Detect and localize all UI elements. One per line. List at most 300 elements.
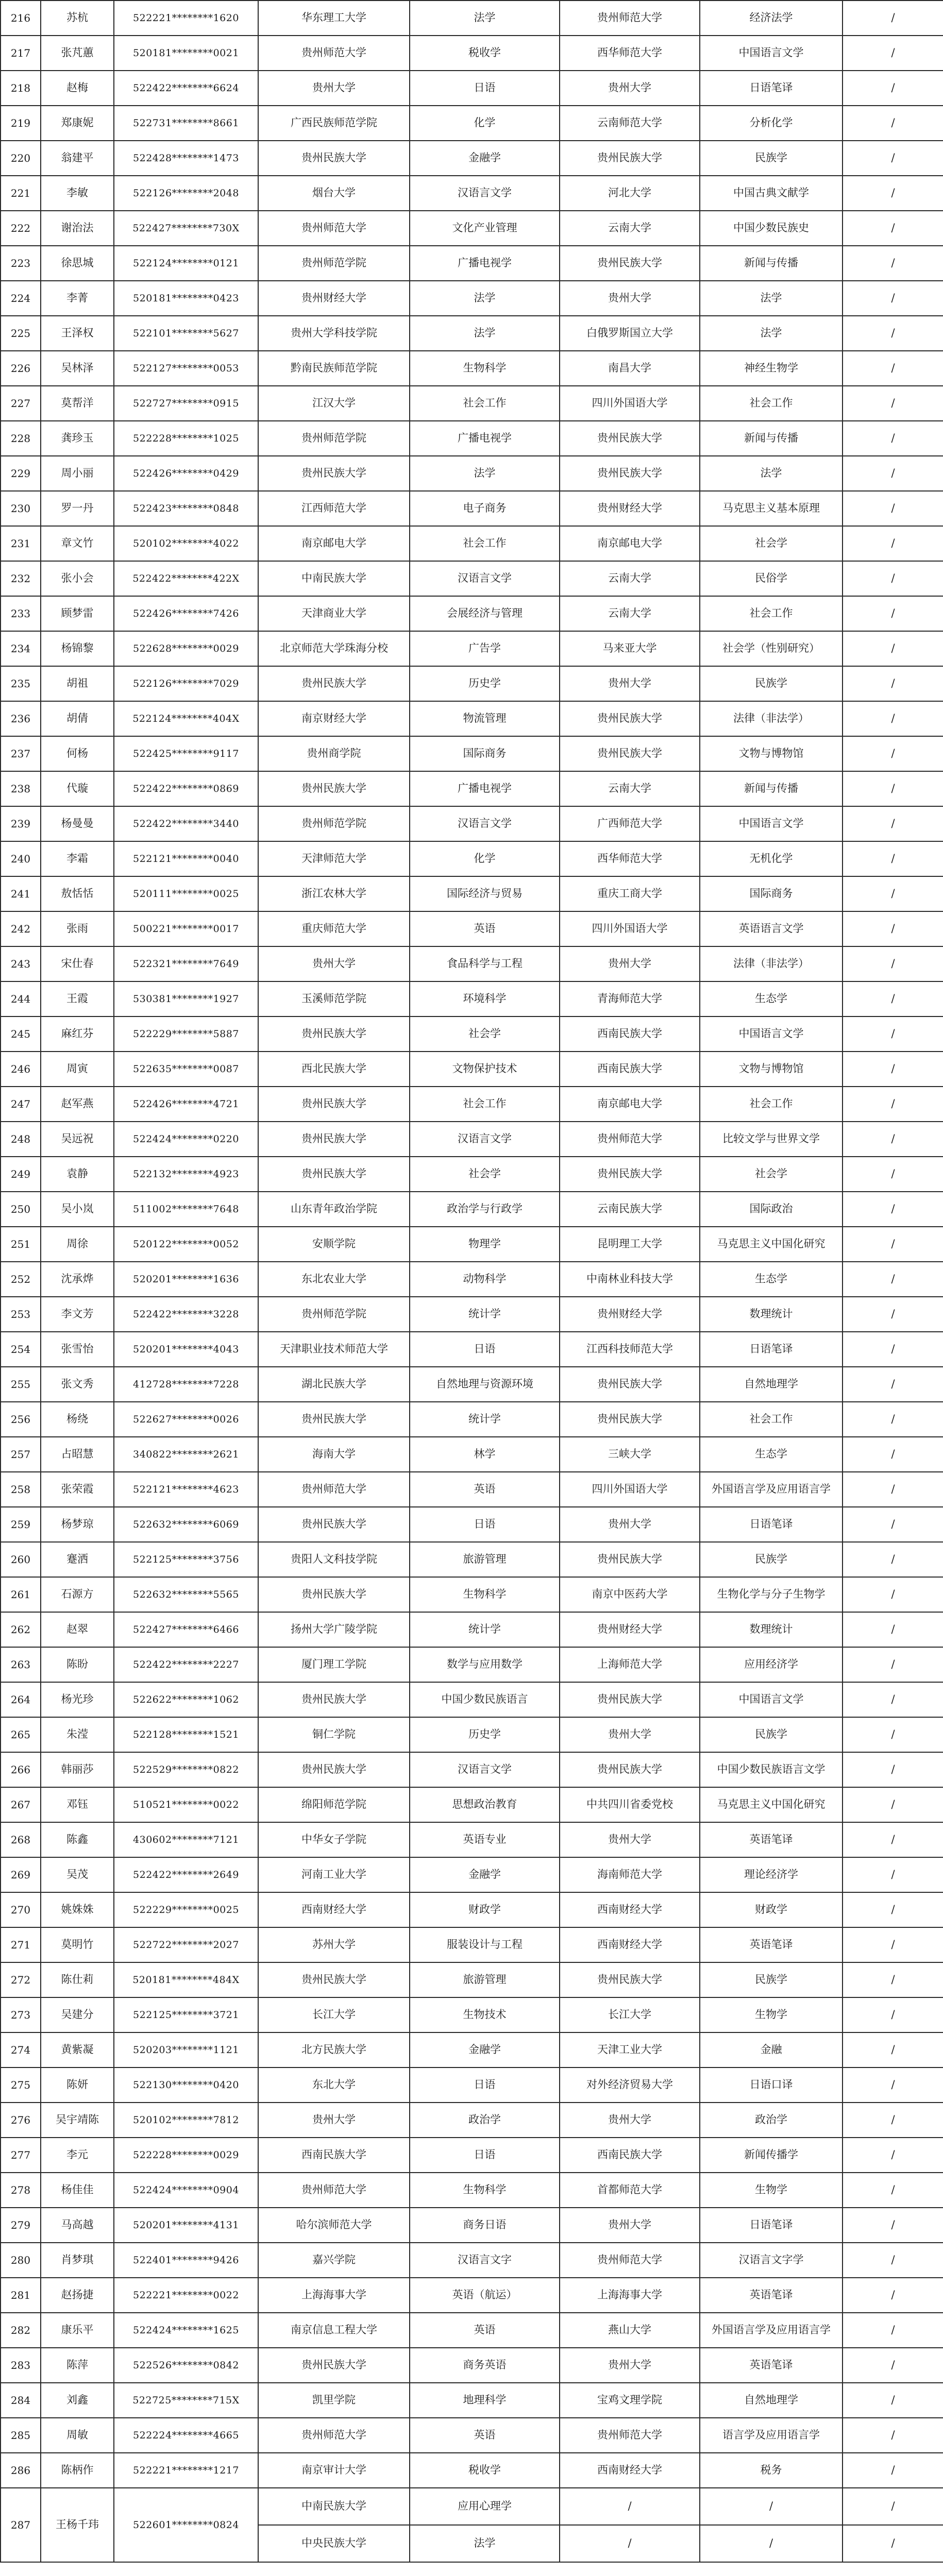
note-cell: /: [843, 1997, 943, 2032]
table-row: [1, 1332, 943, 1367]
undergraduate-school-cell: 贵州民族大学: [258, 1157, 410, 1192]
id-number-cell: 520111********0025: [114, 876, 258, 911]
undergraduate-major-cell: 税收学: [410, 36, 560, 71]
admitted-program-cell: 社会学: [700, 526, 843, 561]
admitted-program-cell: 国际商务: [700, 876, 843, 911]
admitted-university-cell: 贵州民族大学: [560, 1402, 700, 1437]
name-cell: 张雨: [41, 911, 114, 946]
undergraduate-major-cell: 物理学: [410, 1227, 560, 1262]
admitted-university-cell: 贵州大学: [560, 2103, 700, 2138]
id-number-cell: 520181********0423: [114, 281, 258, 316]
table-row: [1, 176, 943, 211]
undergraduate-major-cell: 食品科学与工程: [410, 946, 560, 981]
undergraduate-major-cell: 汉语言文学: [410, 176, 560, 211]
admitted-program-cell: 中国少数民族语言文学: [700, 1752, 843, 1787]
id-number-cell: 522128********1521: [114, 1717, 258, 1752]
undergraduate-school-cell: 铜仁学院: [258, 1717, 410, 1752]
note-cell: /: [843, 1087, 943, 1122]
admitted-university-cell: 贵州民族大学: [560, 701, 700, 736]
name-cell: 王霞: [41, 981, 114, 1016]
undergraduate-school-cell: 北京师范大学珠海分校: [258, 631, 410, 666]
row-number-cell: 261: [1, 1577, 41, 1612]
id-number-cell: 522428********1473: [114, 141, 258, 176]
undergraduate-major-cell: 社会学: [410, 1157, 560, 1192]
admitted-university-cell: 重庆工商大学: [560, 876, 700, 911]
admitted-program-cell: 英语笔译: [700, 1822, 843, 1857]
table-row: [1, 386, 943, 421]
table-row: [1, 1192, 943, 1227]
admitted-program-cell: 政治学: [700, 2103, 843, 2138]
table-row: [1, 281, 943, 316]
table-row: [1, 561, 943, 596]
admitted-program-cell: 社会工作: [700, 386, 843, 421]
undergraduate-major-cell: 生物科学: [410, 1577, 560, 1612]
name-cell: 姚姝姝: [41, 1892, 114, 1927]
admitted-program-cell: 税务: [700, 2453, 843, 2488]
undergraduate-school-cell: 长江大学: [258, 1997, 410, 2032]
admitted-program-cell: 社会学: [700, 1157, 843, 1192]
undergraduate-school-cell: 贵州大学: [258, 2103, 410, 2138]
undergraduate-school-cell: 天津师范大学: [258, 841, 410, 876]
undergraduate-school-cell: 江西师范大学: [258, 491, 410, 526]
name-cell: 张荣霞: [41, 1472, 114, 1507]
admitted-program-cell: 中国语言文学: [700, 36, 843, 71]
undergraduate-school-cell: 西南财经大学: [258, 1892, 410, 1927]
name-cell: 顾梦雷: [41, 596, 114, 631]
admitted-university-cell: 马来亚大学: [560, 631, 700, 666]
note-cell: /: [843, 106, 943, 141]
admitted-program-cell: 文物与博物馆: [700, 736, 843, 771]
id-number-cell: 511002********7648: [114, 1192, 258, 1227]
id-number-cell: 522427********730X: [114, 211, 258, 246]
id-number-cell: 520201********4043: [114, 1332, 258, 1367]
table-row: [1, 1, 943, 36]
note-cell: /: [843, 351, 943, 386]
note-cell: /: [843, 1227, 943, 1262]
row-number-cell: 249: [1, 1157, 41, 1192]
table-row: [1, 106, 943, 141]
undergraduate-school-cell: 天津职业技术师范大学: [258, 1332, 410, 1367]
note-cell: /: [843, 1472, 943, 1507]
note-cell: /: [843, 1542, 943, 1577]
note-cell: /: [843, 1192, 943, 1227]
table-row: [1, 2488, 943, 2525]
name-cell: 周敏: [41, 2418, 114, 2453]
name-cell: 代璇: [41, 771, 114, 806]
id-number-cell: 522321********7649: [114, 946, 258, 981]
note-cell: /: [843, 2032, 943, 2067]
table-row: [1, 1892, 943, 1927]
admitted-program-cell: 金融: [700, 2032, 843, 2067]
admitted-program-cell: 英语语言文学: [700, 911, 843, 946]
id-number-cell: 520102********4022: [114, 526, 258, 561]
undergraduate-major-cell: 商务日语: [410, 2208, 560, 2243]
admitted-program-cell: 法律（非法学）: [700, 701, 843, 736]
undergraduate-school-cell: 贵州师范大学: [258, 211, 410, 246]
admitted-program-cell: 法学: [700, 281, 843, 316]
row-number-cell: 267: [1, 1787, 41, 1822]
name-cell: 袁静: [41, 1157, 114, 1192]
undergraduate-major-cell: 生物技术: [410, 1997, 560, 2032]
row-number-cell: 244: [1, 981, 41, 1016]
id-number-cell: 522228********0029: [114, 2138, 258, 2173]
id-number-cell: 522224********4665: [114, 2418, 258, 2453]
table-row: [1, 1822, 943, 1857]
undergraduate-school-cell: 南京财经大学: [258, 701, 410, 736]
note-cell: /: [843, 2173, 943, 2208]
table-row: [1, 1647, 943, 1682]
id-number-cell: 500221********0017: [114, 911, 258, 946]
name-cell: 赵梅: [41, 71, 114, 106]
id-number-cell: 522423********0848: [114, 491, 258, 526]
undergraduate-major-cell: 政治学: [410, 2103, 560, 2138]
note-cell: /: [843, 386, 943, 421]
admitted-university-cell: 西华师范大学: [560, 36, 700, 71]
table-row: [1, 36, 943, 71]
undergraduate-school-cell: 贵州大学: [258, 71, 410, 106]
undergraduate-school-cell: 贵州民族大学: [258, 1402, 410, 1437]
row-number-cell: 274: [1, 2032, 41, 2067]
admitted-university-cell: 云南大学: [560, 211, 700, 246]
name-cell: 韩丽莎: [41, 1752, 114, 1787]
id-number-cell: 522635********0087: [114, 1052, 258, 1087]
admitted-program-cell: 理论经济学: [700, 1857, 843, 1892]
id-number-cell: 522427********6466: [114, 1612, 258, 1647]
undergraduate-school-cell: 贵州师范大学: [258, 1472, 410, 1507]
admitted-university-cell: 云南师范大学: [560, 106, 700, 141]
undergraduate-school-cell: 贵州财经大学: [258, 281, 410, 316]
id-number-cell: 522424********0220: [114, 1122, 258, 1157]
id-number-cell: 522422********0869: [114, 771, 258, 806]
note-cell: /: [843, 456, 943, 491]
admitted-university-cell: 贵州师范大学: [560, 1, 700, 36]
table-row: [1, 456, 943, 491]
name-cell: 莫帮洋: [41, 386, 114, 421]
undergraduate-school-cell: 贵州师范大学: [258, 2173, 410, 2208]
note-cell: /: [843, 2348, 943, 2383]
table-row: [1, 1052, 943, 1087]
note-cell: /: [843, 771, 943, 806]
row-number-cell: 282: [1, 2313, 41, 2348]
note-cell: /: [843, 946, 943, 981]
admitted-program-cell: 应用经济学: [700, 1647, 843, 1682]
table-row: [1, 2173, 943, 2208]
admitted-university-cell: 贵州民族大学: [560, 1367, 700, 1402]
admitted-university-cell: 贵州民族大学: [560, 1962, 700, 1997]
row-number-cell: 271: [1, 1927, 41, 1962]
undergraduate-school-cell: 绵阳师范学院: [258, 1787, 410, 1822]
id-number-cell: 522722********2027: [114, 1927, 258, 1962]
row-number-cell: 260: [1, 1542, 41, 1577]
undergraduate-major-cell: 地理科学: [410, 2383, 560, 2418]
admitted-university-cell: 宝鸡文理学院: [560, 2383, 700, 2418]
note-cell: /: [843, 561, 943, 596]
admitted-program-cell: 生物学: [700, 2173, 843, 2208]
admitted-program-cell: 数理统计: [700, 1612, 843, 1647]
undergraduate-school-cell: 苏州大学: [258, 1927, 410, 1962]
name-cell: 沈承烨: [41, 1262, 114, 1297]
undergraduate-major-cell: 动物科学: [410, 1262, 560, 1297]
admitted-program-cell: 日语口译: [700, 2067, 843, 2103]
id-number-cell: 522125********3756: [114, 1542, 258, 1577]
name-cell: 胡倩: [41, 701, 114, 736]
admitted-university-cell: 贵州师范大学: [560, 1122, 700, 1157]
name-cell: 马高越: [41, 2208, 114, 2243]
row-number-cell: 262: [1, 1612, 41, 1647]
undergraduate-major-cell: 会展经济与管理: [410, 596, 560, 631]
row-number-cell: 236: [1, 701, 41, 736]
table-row: [1, 1682, 943, 1717]
undergraduate-major-cell: 化学: [410, 106, 560, 141]
admitted-program-cell: 语言学及应用语言学: [700, 2418, 843, 2453]
row-number-cell: 233: [1, 596, 41, 631]
name-cell: 吴茂: [41, 1857, 114, 1892]
undergraduate-major-cell: 社会学: [410, 1016, 560, 1052]
table-row: [1, 1927, 943, 1962]
admitted-university-cell: 西南财经大学: [560, 1927, 700, 1962]
id-number-cell: 522422********2649: [114, 1857, 258, 1892]
admitted-university-cell: 贵州大学: [560, 281, 700, 316]
undergraduate-major-cell: 数学与应用数学: [410, 1647, 560, 1682]
admitted-university-cell: /: [560, 2488, 700, 2525]
row-number-cell: 226: [1, 351, 41, 386]
note-cell: /: [843, 246, 943, 281]
name-cell: 杨绕: [41, 1402, 114, 1437]
name-cell: 罗一丹: [41, 491, 114, 526]
id-number-cell: 520102********7812: [114, 2103, 258, 2138]
row-number-cell: 246: [1, 1052, 41, 1087]
note-cell: /: [843, 1122, 943, 1157]
admitted-university-cell: 西华师范大学: [560, 841, 700, 876]
undergraduate-school-cell: 海南大学: [258, 1437, 410, 1472]
row-number-cell: 263: [1, 1647, 41, 1682]
note-cell: /: [843, 1367, 943, 1402]
table-row: [1, 1577, 943, 1612]
undergraduate-school-cell: 南京信息工程大学: [258, 2313, 410, 2348]
row-number-cell: 278: [1, 2173, 41, 2208]
undergraduate-school-cell: 贵州民族大学: [258, 1752, 410, 1787]
admitted-university-cell: 四川外国语大学: [560, 386, 700, 421]
row-number-cell: 253: [1, 1297, 41, 1332]
note-cell: /: [843, 1332, 943, 1367]
table-row: [1, 911, 943, 946]
admitted-program-cell: 自然地理学: [700, 1367, 843, 1402]
id-number-cell: 522627********0026: [114, 1402, 258, 1437]
table-row: [1, 1297, 943, 1332]
note-cell: /: [843, 1612, 943, 1647]
undergraduate-school-cell: 中央民族大学: [258, 2525, 410, 2562]
admitted-university-cell: 贵州民族大学: [560, 246, 700, 281]
name-cell: 占昭慧: [41, 1437, 114, 1472]
undergraduate-major-cell: 广播电视学: [410, 771, 560, 806]
undergraduate-school-cell: 贵州大学: [258, 946, 410, 981]
table-row: [1, 2208, 943, 2243]
undergraduate-school-cell: 广西民族师范学院: [258, 106, 410, 141]
name-cell: 翁建平: [41, 141, 114, 176]
note-cell: /: [843, 2383, 943, 2418]
row-number-cell: 256: [1, 1402, 41, 1437]
undergraduate-school-cell: 贵州民族大学: [258, 1682, 410, 1717]
undergraduate-school-cell: 贵州师范学院: [258, 1297, 410, 1332]
admitted-program-cell: 民俗学: [700, 561, 843, 596]
note-cell: /: [843, 2525, 943, 2562]
undergraduate-school-cell: 凯里学院: [258, 2383, 410, 2418]
admitted-program-cell: 无机化学: [700, 841, 843, 876]
name-cell: 麻红芬: [41, 1016, 114, 1052]
id-number-cell: 520201********1636: [114, 1262, 258, 1297]
row-number-cell: 234: [1, 631, 41, 666]
id-number-cell: 522229********5887: [114, 1016, 258, 1052]
table-row: [1, 1752, 943, 1787]
admitted-program-cell: 民族学: [700, 666, 843, 701]
undergraduate-major-cell: 历史学: [410, 1717, 560, 1752]
id-number-cell: 340822********2621: [114, 1437, 258, 1472]
undergraduate-major-cell: 国际经济与贸易: [410, 876, 560, 911]
name-cell: 李霜: [41, 841, 114, 876]
table-row: [1, 1016, 943, 1052]
id-number-cell: 522422********3228: [114, 1297, 258, 1332]
name-cell: 李敏: [41, 176, 114, 211]
id-number-cell: 522426********0429: [114, 456, 258, 491]
table-row: [1, 351, 943, 386]
undergraduate-major-cell: 英语（航运）: [410, 2278, 560, 2313]
undergraduate-major-cell: 统计学: [410, 1297, 560, 1332]
undergraduate-school-cell: 烟台大学: [258, 176, 410, 211]
name-cell: 杨曼曼: [41, 806, 114, 841]
admitted-program-cell: 社会工作: [700, 596, 843, 631]
undergraduate-major-cell: 政治学与行政学: [410, 1192, 560, 1227]
row-number-cell: 242: [1, 911, 41, 946]
table-row: [1, 1507, 943, 1542]
table-row: [1, 2313, 943, 2348]
note-cell: /: [843, 1962, 943, 1997]
row-number-cell: 276: [1, 2103, 41, 2138]
table-row: [1, 2067, 943, 2103]
admitted-university-cell: 贵州财经大学: [560, 1612, 700, 1647]
row-number-cell: 223: [1, 246, 41, 281]
admitted-program-cell: 中国古典文献学: [700, 176, 843, 211]
id-number-cell: 522101********5627: [114, 316, 258, 351]
admitted-university-cell: 云南大学: [560, 596, 700, 631]
name-cell: 苏杭: [41, 1, 114, 36]
row-number-cell: 285: [1, 2418, 41, 2453]
id-number-cell: 522126********2048: [114, 176, 258, 211]
undergraduate-school-cell: 嘉兴学院: [258, 2243, 410, 2278]
row-number-cell: 240: [1, 841, 41, 876]
id-number-cell: 522422********2227: [114, 1647, 258, 1682]
admitted-university-cell: 贵州民族大学: [560, 141, 700, 176]
admitted-program-cell: 马克思主义中国化研究: [700, 1787, 843, 1822]
table-row: [1, 1437, 943, 1472]
id-number-cell: 522126********7029: [114, 666, 258, 701]
admitted-program-cell: 社会工作: [700, 1402, 843, 1437]
undergraduate-school-cell: 西南民族大学: [258, 2138, 410, 2173]
admitted-university-cell: 白俄罗斯国立大学: [560, 316, 700, 351]
name-cell: 刘鑫: [41, 2383, 114, 2418]
undergraduate-major-cell: 社会工作: [410, 386, 560, 421]
undergraduate-major-cell: 林学: [410, 1437, 560, 1472]
admitted-university-cell: 河北大学: [560, 176, 700, 211]
undergraduate-major-cell: 旅游管理: [410, 1542, 560, 1577]
name-cell: 陈柄作: [41, 2453, 114, 2488]
undergraduate-school-cell: 西北民族大学: [258, 1052, 410, 1087]
row-number-cell: 283: [1, 2348, 41, 2383]
admitted-program-cell: 中国少数民族史: [700, 211, 843, 246]
row-number-cell: 232: [1, 561, 41, 596]
undergraduate-school-cell: 贵州师范学院: [258, 421, 410, 456]
admitted-university-cell: 广西师范大学: [560, 806, 700, 841]
undergraduate-major-cell: 思想政治教育: [410, 1787, 560, 1822]
undergraduate-major-cell: 金融学: [410, 141, 560, 176]
note-cell: /: [843, 1016, 943, 1052]
undergraduate-school-cell: 贵州师范大学: [258, 36, 410, 71]
name-cell: 陈妍: [41, 2067, 114, 2103]
undergraduate-school-cell: 北方民族大学: [258, 2032, 410, 2067]
undergraduate-major-cell: 金融学: [410, 2032, 560, 2067]
undergraduate-school-cell: 贵州民族大学: [258, 1016, 410, 1052]
name-cell: 蹇洒: [41, 1542, 114, 1577]
table-row: [1, 946, 943, 981]
name-cell: 邓钰: [41, 1787, 114, 1822]
row-number-cell: 273: [1, 1997, 41, 2032]
row-number-cell: 217: [1, 36, 41, 71]
id-number-cell: 520181********484X: [114, 1962, 258, 1997]
row-number-cell: 279: [1, 2208, 41, 2243]
row-number-cell: 238: [1, 771, 41, 806]
table-row: [1, 2453, 943, 2488]
admitted-university-cell: 云南大学: [560, 561, 700, 596]
note-cell: /: [843, 421, 943, 456]
undergraduate-major-cell: 汉语言文字: [410, 2243, 560, 2278]
table-row: [1, 1472, 943, 1507]
note-cell: /: [843, 316, 943, 351]
undergraduate-school-cell: 贵州民族大学: [258, 666, 410, 701]
admitted-university-cell: 中南林业科技大学: [560, 1262, 700, 1297]
admitted-program-cell: 法学: [700, 316, 843, 351]
name-cell: 张雪怡: [41, 1332, 114, 1367]
admitted-university-cell: 四川外国语大学: [560, 1472, 700, 1507]
note-cell: /: [843, 491, 943, 526]
admitted-program-cell: /: [700, 2488, 843, 2525]
id-number-cell: 522130********0420: [114, 2067, 258, 2103]
admitted-university-cell: 首都师范大学: [560, 2173, 700, 2208]
undergraduate-major-cell: 环境科学: [410, 981, 560, 1016]
undergraduate-major-cell: 统计学: [410, 1402, 560, 1437]
name-cell: 吴林泽: [41, 351, 114, 386]
id-number-cell: 522424********1625: [114, 2313, 258, 2348]
undergraduate-major-cell: 法学: [410, 281, 560, 316]
row-number-cell: 218: [1, 71, 41, 106]
table-row: [1, 841, 943, 876]
note-cell: /: [843, 1892, 943, 1927]
name-cell: 周徐: [41, 1227, 114, 1262]
admitted-program-cell: 财政学: [700, 1892, 843, 1927]
note-cell: /: [843, 1157, 943, 1192]
undergraduate-school-cell: 贵州民族大学: [258, 1962, 410, 1997]
note-cell: /: [843, 2138, 943, 2173]
id-number-cell: 522422********6624: [114, 71, 258, 106]
name-cell: 杨光珍: [41, 1682, 114, 1717]
undergraduate-major-cell: 国际商务: [410, 736, 560, 771]
name-cell: 吴建分: [41, 1997, 114, 2032]
name-cell: 王泽权: [41, 316, 114, 351]
undergraduate-school-cell: 哈尔滨师范大学: [258, 2208, 410, 2243]
admitted-program-cell: 国际政治: [700, 1192, 843, 1227]
row-number-cell: 235: [1, 666, 41, 701]
note-cell: /: [843, 1787, 943, 1822]
admitted-university-cell: 对外经济贸易大学: [560, 2067, 700, 2103]
undergraduate-major-cell: 生物科学: [410, 2173, 560, 2208]
